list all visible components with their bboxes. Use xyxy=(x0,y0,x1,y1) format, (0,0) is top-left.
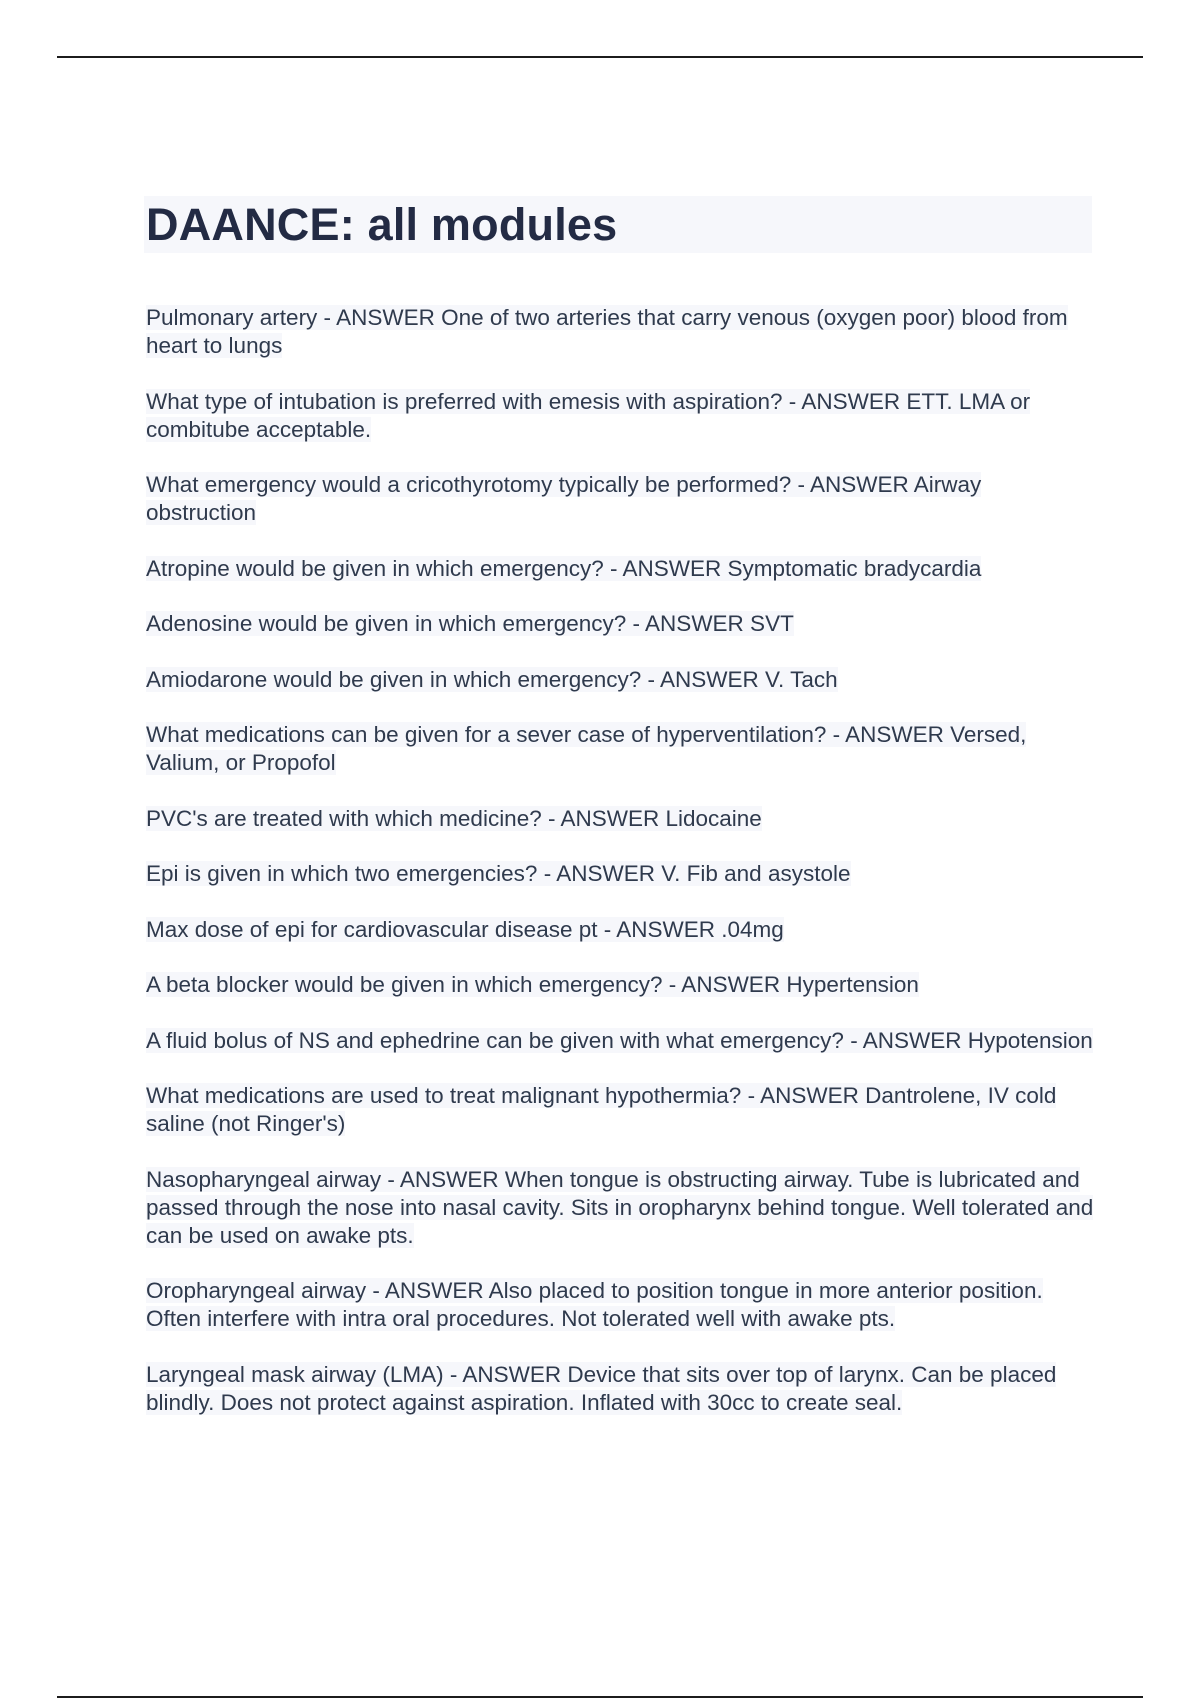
qa-text: Nasopharyngeal airway - ANSWER When tongue is obstructing airway. Tube is lubricated and passed through the nose into nasal cavity. Sits in oropharynx behind tongue. Well tolerated and can be used on awake pts. xyxy=(146,1166,1094,1248)
qa-list xyxy=(146,304,1096,1444)
qa-item xyxy=(146,971,1096,999)
qa-text: What medications are used to treat malignant hypothermia? - ANSWER Dantrolene, IV cold saline (not Ringer's) xyxy=(146,1083,1057,1136)
qa-text: Laryngeal mask airway (LMA) - ANSWER Device that sits over top of larynx. Can be placed blindly. Does not protect against aspiration. Inflated with 30cc to create seal. xyxy=(146,1361,1057,1415)
qa-item xyxy=(146,805,1096,833)
qa-item xyxy=(146,1082,1096,1138)
qa-item xyxy=(146,1166,1096,1250)
top-rule xyxy=(57,56,1143,58)
qa-text: Atropine would be given in which emergency? - ANSWER Symptomatic bradycardia xyxy=(146,555,982,581)
qa-item xyxy=(146,666,1096,694)
bottom-rule xyxy=(57,1696,1143,1698)
qa-text: What type of intubation is preferred with emesis with aspiration? - ANSWER ETT. LMA or combitube acceptable. xyxy=(146,388,1031,442)
qa-text: Oropharyngeal airway - ANSWER Also placed to position tongue in more anterior position. Often interfere with intra oral procedures. Not tolerated well with awake pts. xyxy=(146,1278,1043,1331)
qa-item xyxy=(146,304,1096,360)
qa-text: Epi is given in which two emergencies? - ANSWER V. Fib and asystole xyxy=(146,861,851,886)
qa-item xyxy=(146,1027,1096,1055)
qa-item xyxy=(146,721,1096,777)
qa-text: PVC's are treated with which medicine? - ANSWER Lidocaine xyxy=(146,805,762,831)
qa-text: What medications can be given for a sever case of hyperventilation? - ANSWER Versed, Valium, or Propofol xyxy=(146,722,1027,775)
qa-item xyxy=(146,471,1096,527)
qa-text: Amiodarone would be given in which emergency? - ANSWER V. Tach xyxy=(146,666,838,692)
qa-item xyxy=(146,610,1096,638)
qa-item xyxy=(146,860,1096,888)
qa-item xyxy=(146,1277,1096,1333)
qa-text: What emergency would a cricothyrotomy typically be performed? - ANSWER Airway obstruction xyxy=(146,472,982,525)
qa-item xyxy=(146,388,1096,444)
qa-item xyxy=(146,555,1096,583)
qa-text: Adenosine would be given in which emergency? - ANSWER SVT xyxy=(146,611,794,636)
qa-item xyxy=(146,916,1096,944)
qa-text: A beta blocker would be given in which emergency? - ANSWER Hypertension xyxy=(146,972,919,997)
qa-text: Pulmonary artery - ANSWER One of two arteries that carry venous (oxygen poor) blood from heart to lungs xyxy=(146,305,1068,358)
qa-item xyxy=(146,1361,1096,1417)
qa-text: Max dose of epi for cardiovascular disease pt - ANSWER .04mg xyxy=(146,916,784,942)
qa-text: A fluid bolus of NS and ephedrine can be given with what emergency? - ANSWER Hypotension xyxy=(146,1027,1093,1053)
document-title: DAANCE: all modules xyxy=(146,199,618,250)
